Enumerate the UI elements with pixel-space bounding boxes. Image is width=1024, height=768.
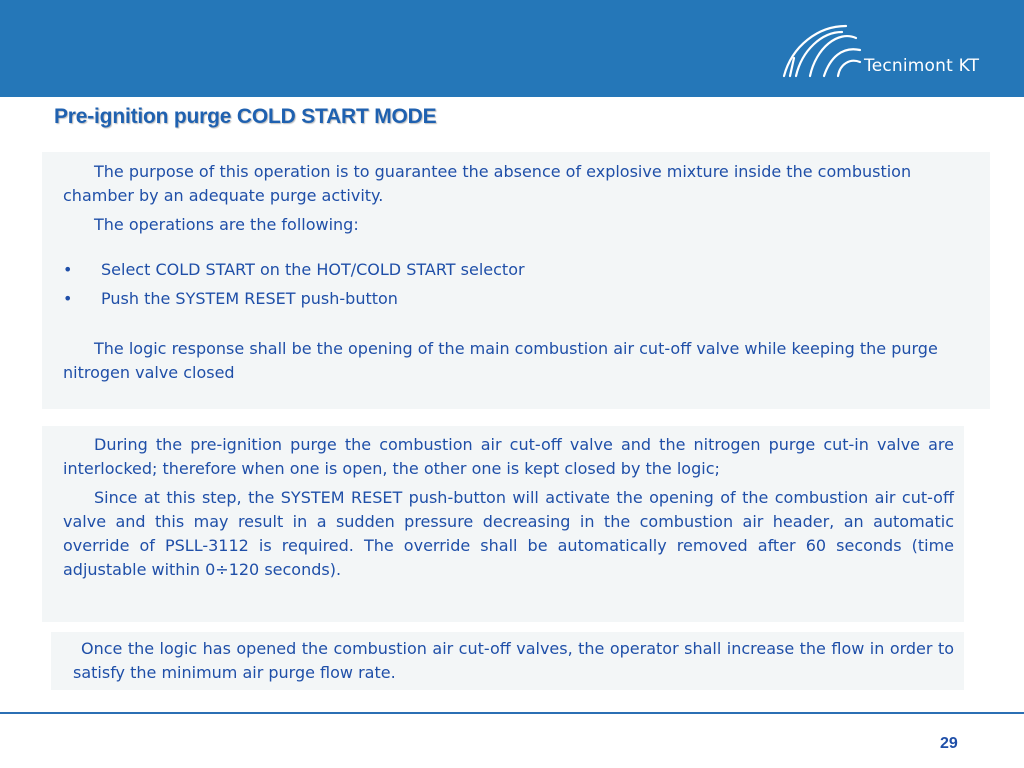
company-logo: [780, 18, 1010, 80]
logo-text: Tecnimont KT: [864, 56, 980, 76]
override-paragraph: Since at this step, the SYSTEM RESET push-button will activate the opening of the combustion air cut-off valve and this may result in a sudden pressure decreasing in the combustion air header, an automatic override of PSLL-3112 is required. The override shall be automatically removed after 60 seconds (time adjustable within 0÷120 seconds).: [63, 488, 954, 579]
interlock-paragraph: During the pre-ignition purge the combustion air cut-off valve and the nitrogen purge cut-in valve are interlocked; therefore when one is open, the other one is kept closed by the logic;: [63, 435, 954, 478]
page-number: 29: [940, 735, 958, 752]
operation-overview-box: [42, 152, 990, 409]
logic-response-paragraph: The logic response shall be the opening of the main combustion air cut-off valve while keeping the purge nitrogen valve closed: [63, 339, 938, 382]
bullet-icon: •: [63, 260, 73, 279]
interlock-box: [42, 426, 964, 622]
tecnimont-arcs-icon: [780, 18, 864, 80]
operations-lead: The operations are the following:: [94, 215, 359, 234]
list-item-text: Select COLD START on the HOT/COLD START selector: [101, 260, 525, 279]
list-item: [63, 287, 958, 311]
footer-divider: [0, 712, 1024, 714]
list-item-text: Push the SYSTEM RESET push-button: [101, 289, 398, 308]
list-item: [63, 258, 958, 282]
slide-title: Pre-ignition purge COLD START MODE: [54, 105, 437, 128]
flow-increase-box: [51, 632, 964, 690]
intro-paragraph: The purpose of this operation is to guarantee the absence of explosive mixture inside the combustion chamber by an adequate purge activity.: [63, 162, 912, 205]
flow-increase-paragraph: Once the logic has opened the combustion air cut-off valves, the operator shall increase the flow in order to satisfy the minimum air purge flow rate.: [73, 639, 954, 682]
bullet-icon: •: [63, 289, 73, 308]
header-bar: [0, 0, 1024, 97]
operations-list: [63, 258, 958, 311]
